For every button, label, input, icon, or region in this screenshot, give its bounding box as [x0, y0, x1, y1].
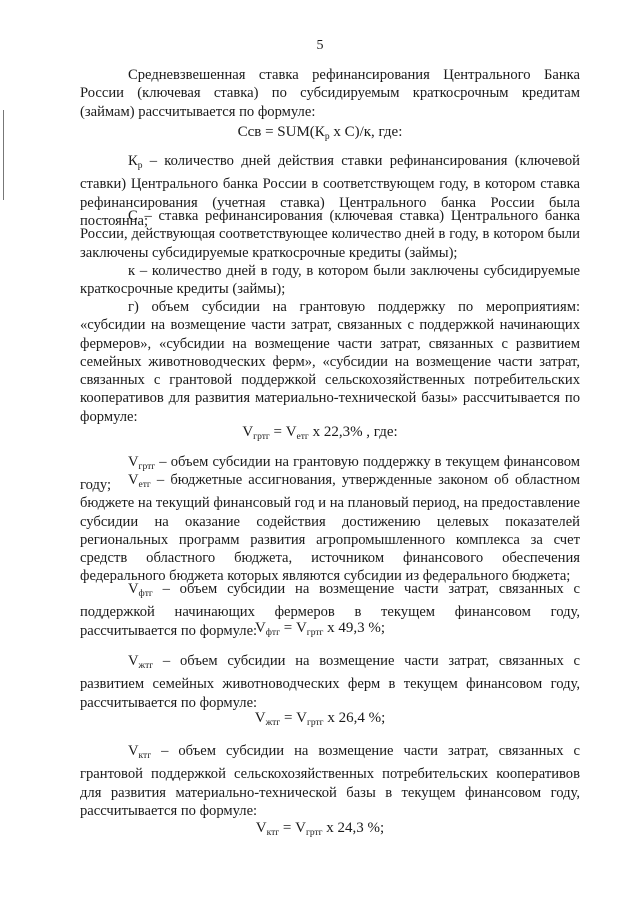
paragraph-vzhtg-definition [80, 652, 580, 712]
symbol-subscript: фтг [138, 589, 153, 599]
formula-text: = V [280, 710, 307, 726]
symbol: V [128, 472, 139, 488]
formula-subscript: гртг [307, 718, 324, 728]
formula-subscript: гртг [305, 828, 323, 838]
formula-text: = V [279, 820, 306, 836]
page-number: 5 [316, 38, 324, 53]
paragraph-weighted-rate: Средневзвешенная ставка рефинансирования Центрального Банка России (ключевая ставка) по субсидируемым краткосрочным кредитам (займам) рассчитывается по формуле: [80, 67, 580, 120]
formula-text: x С)/к, где: [329, 124, 403, 140]
formula-subscript: гртг [306, 628, 324, 638]
formula-text: = V [269, 424, 297, 440]
symbol: V [128, 653, 139, 669]
formula-subscript: жтг [265, 718, 281, 728]
formula-subscript: гртг [253, 432, 270, 442]
symbol: V [128, 454, 139, 470]
formula-subscript: ктг [266, 828, 280, 838]
symbol-subscript: етг [138, 480, 151, 490]
formula-weighted-rate [0, 124, 640, 142]
definition-text: – объем субсидии на возмещение части затрат, связанных с развитием семейных животноводческих ферм в текущем финансовом году, рассчитывается по формуле: [80, 653, 580, 711]
formula-subscript: етг [296, 432, 309, 442]
paragraph-vktg-definition [80, 742, 580, 820]
paragraph-vetg-definition [80, 471, 580, 586]
symbol-subscript: р [137, 161, 143, 171]
symbol-subscript: гртг [138, 462, 156, 472]
formula-cooperatives [0, 820, 640, 838]
formula-text: = V [280, 620, 307, 636]
definition-text: – количество дней действия ставки рефинансирования (ключевой ставки) Центрального банка России в соответствующем году, в котором ставка рефинансирования (учетная ставка) Центрального банка России была постоянна; [80, 153, 580, 229]
formula-text: x 22,3% , где: [308, 424, 398, 440]
definition-text: – объем субсидии на возмещение части затрат, связанных с поддержкой начинающих фермеров в текущем финансовом году, рассчитывается по формуле: [80, 581, 580, 639]
formula-text: x 26,4 %; [323, 710, 386, 726]
formula-farmers [0, 620, 640, 638]
formula-symbol: V [254, 620, 266, 636]
symbol-subscript: жтг [138, 661, 154, 671]
formula-symbol: V [255, 820, 267, 836]
formula-symbol: V [242, 424, 254, 440]
formula-text: Cсв = SUM(К [237, 124, 325, 140]
formula-livestock-farms [0, 710, 640, 728]
formula-grant-volume [0, 424, 640, 442]
definition-text: – объем субсидии на грантовую поддержку в текущем финансовом году; [80, 454, 580, 494]
formula-subscript: р [324, 132, 330, 142]
paragraph-k-definition: к – количество дней в году, в котором были заключены субсидируемые краткосрочные кредиты (займы); [80, 263, 580, 298]
formula-symbol: V [254, 710, 266, 726]
symbol-subscript: ктг [138, 751, 152, 761]
paragraph-grant-volume: г) объем субсидии на грантовую поддержку по мероприятиям: «субсидии на возмещение части затрат, связанных с поддержкой начинающих фермеров», «субсидии на возмещение части затрат, связанных с развитием семейных животноводческих ферм», «субсидии на возмещение части затрат, связанных с грантовой поддержкой сельскохозяйственных потребительских кооперативов для развития материально-технической базы» рассчитывается по формуле: [80, 299, 580, 425]
definition-text: – бюджетные ассигнования, утвержденные законом об областном бюджете на текущий финансовый год и на плановый период, на предоставление субсидии на оказание содействия достижению целевых показателей региональных программ развития агропромышленного комплекса за счет средств областного бюджета, источником финансового обеспечения федерального бюджета которых являются субсидии из федерального бюджета; [80, 472, 580, 585]
symbol: V [128, 581, 139, 597]
formula-text: x 49,3 %; [323, 620, 386, 636]
formula-subscript: фтг [265, 628, 280, 638]
symbol: V [128, 743, 139, 759]
symbol: К [128, 153, 138, 169]
definition-text: – объем субсидии на возмещение части затрат, связанных с грантовой поддержкой сельскохозяйственных потребительских кооперативов для развития материально-технической базы в текущем финансовом году, рассчитывается по формуле: [80, 743, 580, 819]
paragraph-c-definition: С – ставка рефинансирования (ключевая ставка) Центрального банка России, действующая соответствующее количество дней в году, в котором были заключены субсидируемые краткосрочные кредиты (займы); [80, 208, 580, 261]
formula-text: x 24,3 %; [322, 820, 385, 836]
